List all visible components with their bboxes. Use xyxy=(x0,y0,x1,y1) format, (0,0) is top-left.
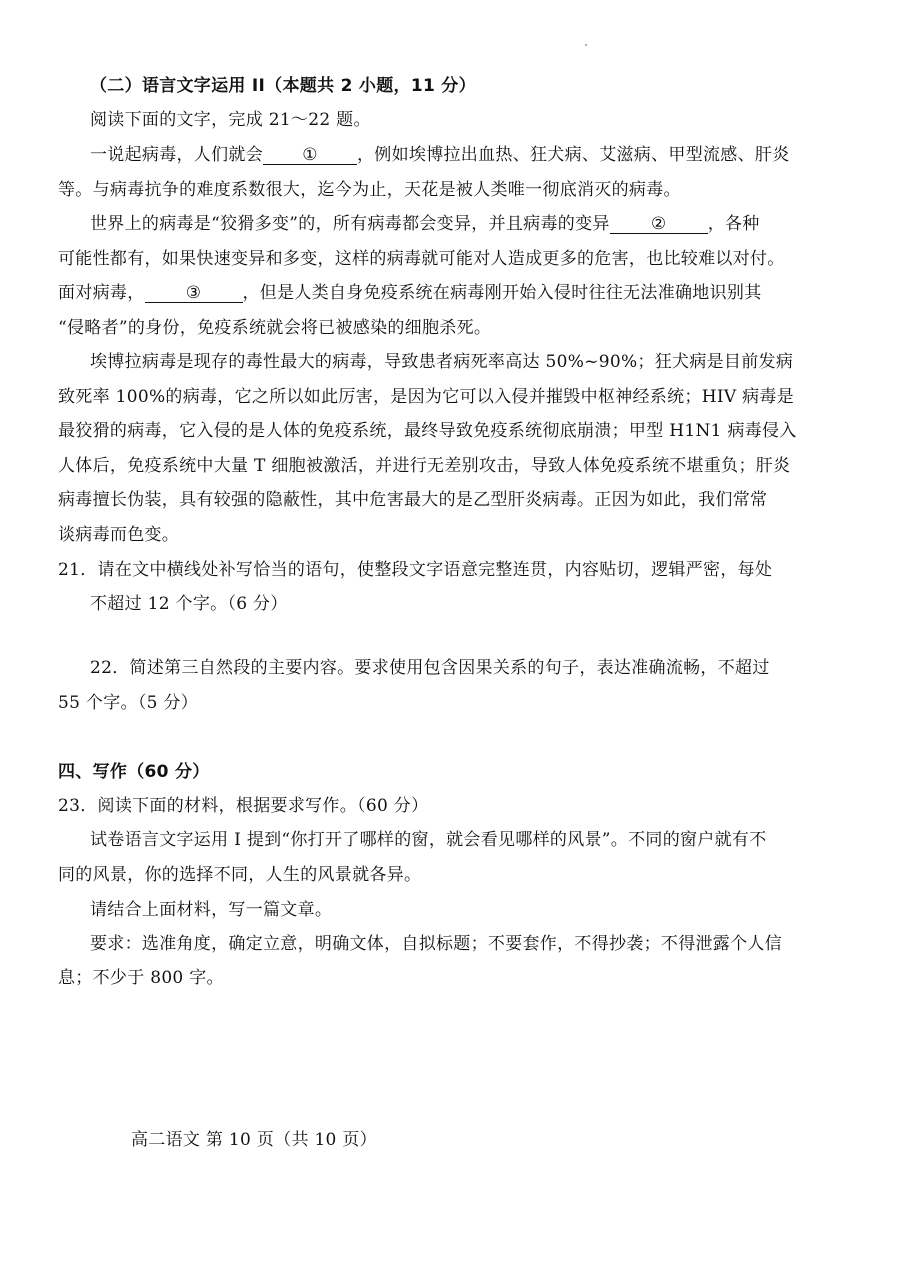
p1-text-a: 一说起病毒，人们就会 xyxy=(90,145,263,165)
blank-2: ② xyxy=(610,215,708,234)
question-22-line-2: 55 个字。（5 分） xyxy=(58,693,199,713)
scan-dot xyxy=(585,44,587,46)
paragraph-3-line-3: 最狡猾的病毒，它入侵的是人体的免疫系统，最终导致免疫系统彻底崩溃；甲型 H1N1 病毒侵入 xyxy=(58,421,797,441)
p2-text-a: 世界上的病毒是“狡猾多变”的，所有病毒都会变异，并且病毒的变异 xyxy=(90,214,610,234)
paragraph-3-line-5: 病毒擅长伪装，具有较强的隐蔽性，其中危害最大的是乙型肝炎病毒。正因为如此，我们常常 xyxy=(58,490,768,510)
p2-l3-text-a: 面对病毒， xyxy=(58,283,145,303)
blank-3: ③ xyxy=(145,284,243,303)
question-21-line-2: 不超过 12 个字。（6 分） xyxy=(90,594,288,614)
paragraph-3-line-2: 致死率 100%的病毒，它之所以如此厉害，是因为它可以入侵并摧毁中枢神经系统；HIV 病毒是 xyxy=(58,387,795,407)
paragraph-1-line-2: 等。与病毒抗争的难度系数很大，迄今为止，天花是被人类唯一彻底消灭的病毒。 xyxy=(58,180,681,200)
requirement-line-2: 息；不少于 800 字。 xyxy=(58,968,224,988)
blank-1: ① xyxy=(263,146,357,165)
paragraph-1-line-1 xyxy=(90,145,790,165)
paragraph-2-line-2: 可能性都有，如果快速变异和多变，这样的病毒就可能对人造成更多的危害，也比较难以对付。 xyxy=(58,249,785,269)
question-23: 23．阅读下面的材料，根据要求写作。（60 分） xyxy=(58,796,429,816)
paragraph-3-line-4: 人体后，免疫系统中大量 T 细胞被激活，并进行无差别攻击，导致人体免疫系统不堪重负；肝炎 xyxy=(58,456,791,476)
section-four-heading: 四、写作（60 分） xyxy=(58,762,210,782)
paragraph-2-line-4: “侵略者”的身份，免疫系统就会将已被感染的细胞杀死。 xyxy=(58,318,492,338)
paragraph-3-line-1: 埃博拉病毒是现存的毒性最大的病毒，导致患者病死率高达 50%~90%；狂犬病是目前发病 xyxy=(90,352,794,372)
question-21-line-1: 21．请在文中横线处补写恰当的语句，使整段文字语意完整连贯，内容贴切，逻辑严密，每处 xyxy=(58,560,773,580)
material-line-2: 同的风景，你的选择不同，人生的风景就各异。 xyxy=(58,865,422,885)
section-two-intro: 阅读下面的文字，完成 21～22 题。 xyxy=(90,110,371,130)
p1-text-b: ，例如埃博拉出血热、狂犬病、艾滋病、甲型流感、肝炎 xyxy=(357,145,790,165)
material-line-1: 试卷语言文字运用 I 提到“你打开了哪样的窗，就会看见哪样的风景”。不同的窗户就有不 xyxy=(90,830,767,850)
paragraph-2-line-1 xyxy=(90,214,760,234)
section-two-heading: （二）语言文字运用 II（本题共 2 小题，11 分） xyxy=(90,76,476,96)
requirement-line-1: 要求：选准角度，确定立意，明确文体，自拟标题；不要套作，不得抄袭；不得泄露个人信 xyxy=(90,934,782,954)
p2-text-b: ，各种 xyxy=(707,214,760,234)
paragraph-3-line-6: 谈病毒而色变。 xyxy=(58,525,180,545)
page-footer: 高二语文 第 10 页（共 10 页） xyxy=(131,1130,377,1150)
material-instruction: 请结合上面材料，写一篇文章。 xyxy=(90,900,333,920)
paragraph-2-line-3 xyxy=(58,283,762,303)
question-22-line-1: 22．简述第三自然段的主要内容。要求使用包含因果关系的句子，表达准确流畅，不超过 xyxy=(90,658,770,678)
p2-l3-text-b: ，但是人类自身免疫系统在病毒刚开始入侵时往往无法准确地识别其 xyxy=(242,283,762,303)
